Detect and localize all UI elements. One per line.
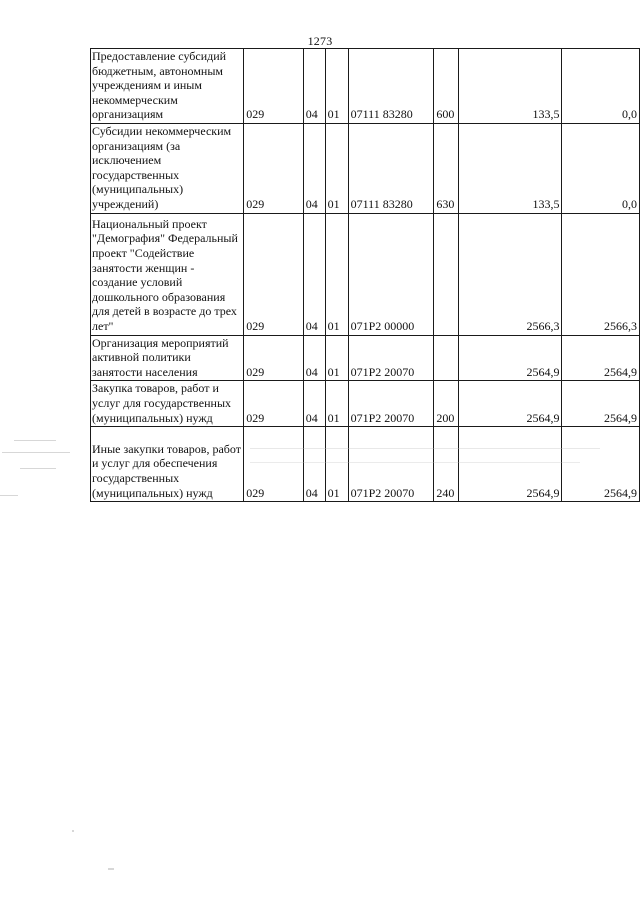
budget-table [90,48,640,502]
subsection-code-cell: 01 [325,381,348,427]
amount-cell: 2564,9 [562,335,640,381]
amount-cell: 2564,9 [562,381,640,427]
subsection-code-cell: 01 [325,49,348,124]
scan-noise-mark [250,462,580,463]
scan-noise-mark [250,448,600,449]
target-article-cell: 071P2 00000 [348,213,434,335]
expense-type-cell: 600 [434,49,459,124]
expense-type-cell [434,213,459,335]
target-article-cell: 071P2 20070 [348,381,434,427]
scan-noise-mark [14,440,56,441]
table-row [91,124,640,214]
target-article-cell: 071P2 20070 [348,335,434,381]
row-name-cell: Организация мероприятий активной политики занятости населения [91,335,244,381]
table-row [91,49,640,124]
amount-cell: 2566,3 [562,213,640,335]
amount-cell: 0,0 [562,124,640,214]
section-code-cell: 04 [303,381,325,427]
amount-cell: 133,5 [459,124,562,214]
row-name-cell: Предоставление субсидий бюджетным, автономным учреждениям и иным некоммерческим организациям [91,49,244,124]
expense-type-cell: 200 [434,381,459,427]
amount-cell: 133,5 [459,49,562,124]
section-code-cell: 04 [303,427,325,502]
grbs-code-cell: 029 [244,427,304,502]
section-code-cell: 04 [303,124,325,214]
section-code-cell: 04 [303,335,325,381]
section-code-cell: 04 [303,213,325,335]
target-article-cell: 07111 83280 [348,124,434,214]
target-article-cell: 071P2 20070 [348,427,434,502]
amount-cell: 2564,9 [562,427,640,502]
grbs-code-cell: 029 [244,124,304,214]
target-article-cell: 07111 83280 [348,49,434,124]
expense-type-cell [434,335,459,381]
grbs-code-cell: 029 [244,335,304,381]
expense-type-cell: 240 [434,427,459,502]
row-name-cell: Закупка товаров, работ и услуг для государственных (муниципальных) нужд [91,381,244,427]
grbs-code-cell: 029 [244,381,304,427]
table-row [91,381,640,427]
page-number: 1273 [307,34,333,48]
amount-cell: 2564,9 [459,381,562,427]
row-name-cell: Иные закупки товаров, работ и услуг для обеспечения государственных (муниципальных) нужд [91,427,244,502]
amount-cell: 2566,3 [459,213,562,335]
subsection-code-cell: 01 [325,427,348,502]
scan-noise-mark [72,830,74,832]
subsection-code-cell: 01 [325,124,348,214]
row-name-cell: Субсидии некоммерческим организациям (за исключением государственных (муниципальных) учреждений) [91,124,244,214]
grbs-code-cell: 029 [244,49,304,124]
amount-cell: 2564,9 [459,335,562,381]
scan-noise-mark [20,468,56,469]
amount-cell: 0,0 [562,49,640,124]
section-code-cell: 04 [303,49,325,124]
table-row [91,335,640,381]
grbs-code-cell: 029 [244,213,304,335]
subsection-code-cell: 01 [325,335,348,381]
table-row [91,213,640,335]
table-row [91,427,640,502]
scan-noise-mark [2,452,70,453]
scan-noise-mark [108,868,114,870]
subsection-code-cell: 01 [325,213,348,335]
expense-type-cell: 630 [434,124,459,214]
scan-noise-mark [0,495,18,496]
row-name-cell: Национальный проект "Демография" Федеральный проект "Содействие занятости женщин - создание условий дошкольного образования для детей в возрасте до трех лет" [91,213,244,335]
amount-cell: 2564,9 [459,427,562,502]
